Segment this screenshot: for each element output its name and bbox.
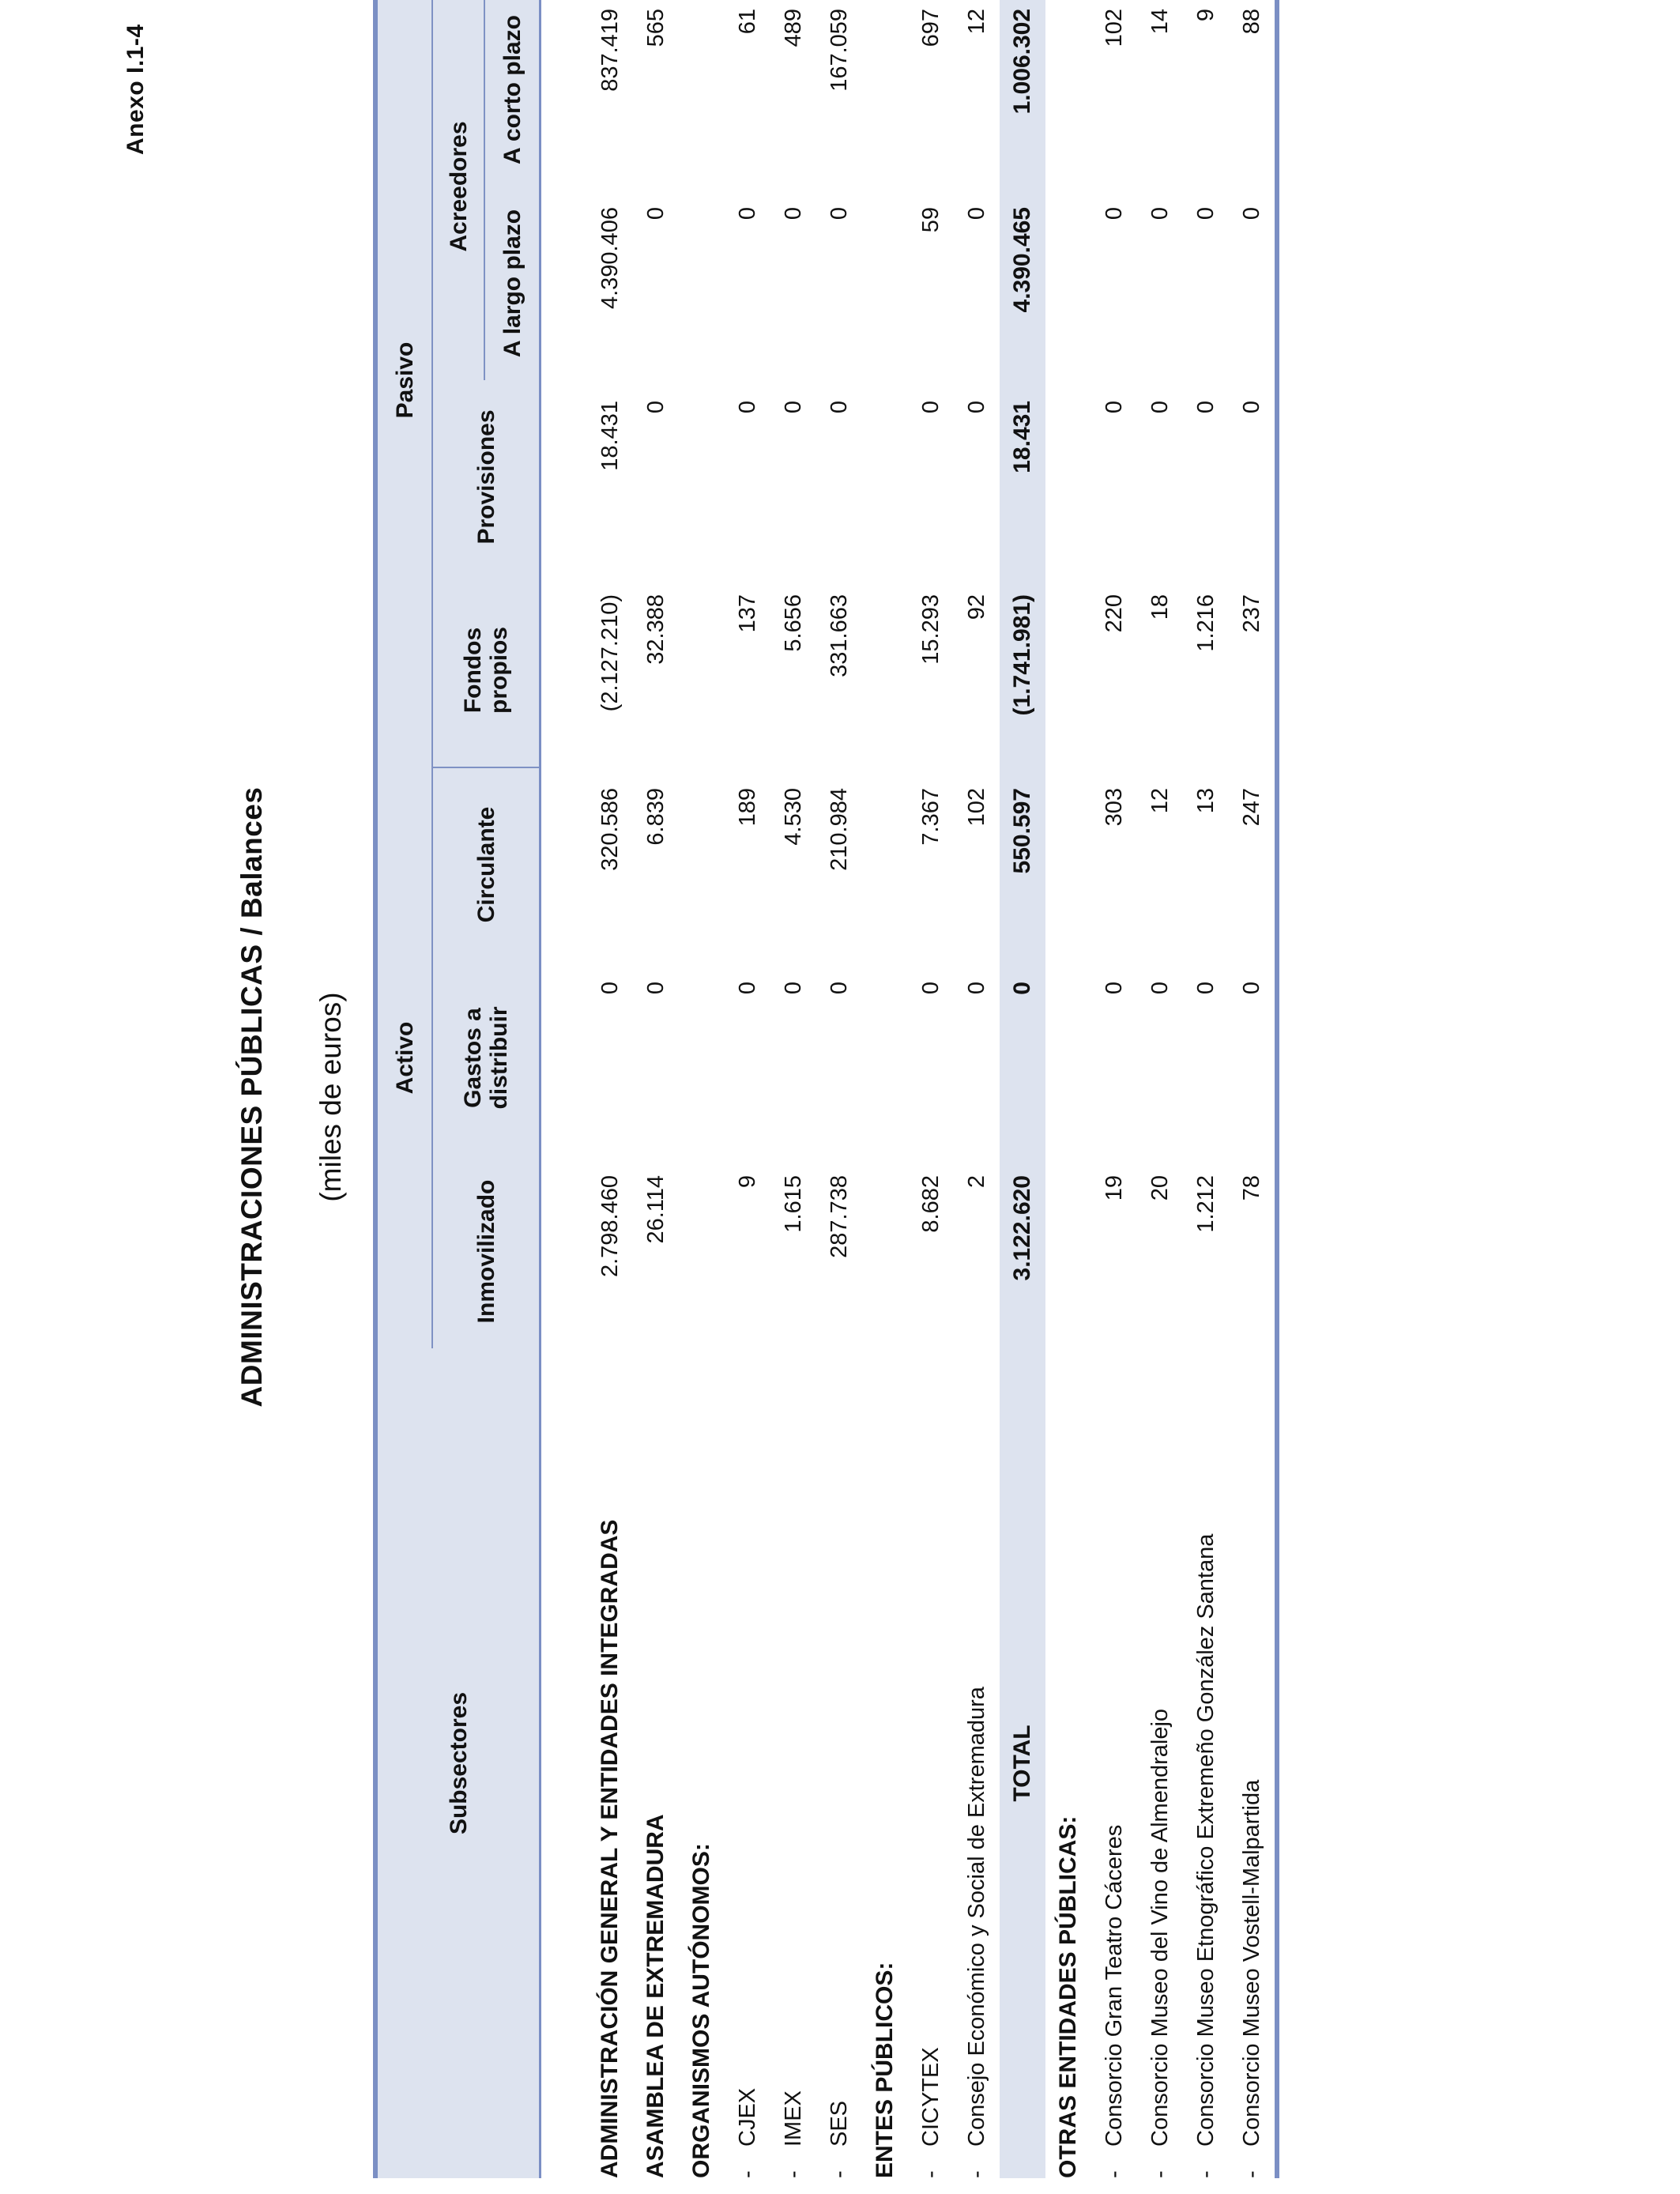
cell-value: 0	[734, 982, 760, 995]
cell-value: 5.656	[780, 594, 806, 652]
cell-value	[679, 0, 725, 187]
cell-value: 837.419	[597, 8, 623, 92]
table-row	[908, 0, 954, 2178]
cell-value: 1.006.302	[1000, 0, 1045, 187]
row-label	[679, 1348, 725, 2178]
cell-value: 0	[642, 401, 669, 414]
cell-value: 0	[963, 982, 989, 995]
cell-value: 0	[1229, 380, 1277, 574]
row-label	[862, 1348, 908, 2178]
cell-value: 32.388	[642, 594, 669, 665]
row-label-text: Consorcio Museo Etnográfico Extremeño González Santana	[1192, 1533, 1219, 2147]
cell-value: 4.390.406	[597, 207, 623, 310]
cell-value: 78	[1229, 1155, 1277, 1348]
cell-value: 9	[734, 1175, 760, 1189]
table-row	[954, 0, 1000, 2178]
cell-value: 9	[1192, 8, 1219, 22]
cell-value: 0	[734, 207, 760, 221]
page-subtitle: (miles de euros)	[315, 992, 347, 1202]
cell-value: 12	[963, 8, 989, 35]
cell-value: 15.293	[917, 594, 944, 665]
row-label-text: Consorcio Museo Vostell-Malpartida	[1238, 1779, 1264, 2147]
cell-value: 1.212	[1192, 1175, 1219, 1233]
row-label-text: Consejo Económico y Social de Extremadura	[963, 1687, 989, 2147]
cell-value: 14	[1147, 8, 1173, 35]
cell-value	[1045, 1155, 1091, 1348]
cell-value: 3.122.620	[1000, 1155, 1045, 1348]
cell-value: 489	[780, 8, 806, 47]
row-label-text: ENTES PÚBLICOS:	[872, 1962, 898, 2178]
cell-value: 303	[1101, 788, 1127, 827]
cell-value: 210.984	[826, 788, 852, 871]
table-row	[725, 0, 770, 2178]
row-label	[1091, 1348, 1137, 2178]
cell-value: 237	[1229, 574, 1277, 767]
cell-value: 0	[734, 401, 760, 414]
cell-value	[679, 767, 725, 961]
cell-value: 0	[1000, 961, 1045, 1155]
cell-value	[679, 961, 725, 1155]
cell-value: 0	[1147, 982, 1173, 995]
row-label-text: CICYTEX	[917, 2047, 944, 2147]
row-label-text: ADMINISTRACIÓN GENERAL Y ENTIDADES INTEGRADAS	[597, 1519, 623, 2178]
row-label	[1229, 1348, 1277, 2178]
cell-value	[679, 380, 725, 574]
balance-table	[373, 0, 1279, 2178]
cell-value: 0	[917, 982, 944, 995]
cell-value	[862, 961, 908, 1155]
cell-value: 0	[963, 207, 989, 221]
cell-value: 1.216	[1192, 594, 1219, 652]
cell-value: 0	[597, 982, 623, 995]
header-provisiones: Provisiones	[432, 380, 541, 574]
spacer-row	[541, 0, 588, 2178]
table-row	[1045, 0, 1091, 2178]
table-row	[862, 0, 908, 2178]
row-label-text: ASAMBLEA DE EXTREMADURA	[642, 1814, 669, 2178]
cell-value: 13	[1192, 788, 1219, 814]
row-label	[633, 1348, 679, 2178]
cell-value: 88	[1229, 0, 1277, 187]
cell-value: 0	[780, 207, 806, 221]
table-row	[1091, 0, 1137, 2178]
cell-value: 0	[1229, 187, 1277, 380]
cell-value	[862, 1155, 908, 1348]
header-largo-plazo: A largo plazo	[484, 187, 541, 380]
cell-value: 0	[1101, 982, 1127, 995]
cell-value: 0	[826, 401, 852, 414]
table-row	[770, 0, 816, 2178]
cell-value	[1045, 187, 1091, 380]
cell-value: 0	[1192, 982, 1219, 995]
row-label	[725, 1348, 770, 2178]
cell-value: 18.431	[597, 401, 623, 471]
row-dash: -	[734, 2170, 760, 2178]
cell-value: 1.615	[780, 1175, 806, 1233]
header-fondos-propios: Fondos propios	[432, 574, 541, 767]
cell-value: 565	[642, 8, 669, 47]
cell-value: 18	[1147, 594, 1173, 620]
cell-value: 8.682	[917, 1175, 944, 1233]
cell-value: 0	[1147, 401, 1173, 414]
row-label-text: Consorcio Museo del Vino de Almendralejo	[1147, 1708, 1173, 2147]
table-body	[541, 0, 1278, 2178]
cell-value: (1.741.981)	[1000, 574, 1045, 767]
cell-value: 0	[826, 207, 852, 221]
cell-value	[1045, 961, 1091, 1155]
cell-value	[1045, 767, 1091, 961]
row-label	[1045, 1348, 1091, 2178]
cell-value: 697	[917, 8, 944, 47]
cell-value: 18.431	[1000, 380, 1045, 574]
row-label-text: IMEX	[780, 2090, 806, 2147]
cell-value: 189	[734, 788, 760, 827]
cell-value: 4.530	[780, 788, 806, 846]
row-label	[816, 1348, 862, 2178]
cell-value: 7.367	[917, 788, 944, 846]
row-label	[1183, 1348, 1229, 2178]
cell-value: 102	[963, 788, 989, 827]
cell-value: 0	[917, 401, 944, 414]
cell-value: 137	[734, 594, 760, 633]
cell-value	[679, 187, 725, 380]
table-row	[587, 0, 633, 2178]
row-dash: -	[1192, 2170, 1219, 2178]
cell-value: 2.798.460	[597, 1175, 623, 1278]
row-dash: -	[826, 2170, 852, 2178]
row-dash: -	[1101, 2170, 1127, 2178]
cell-value: 4.390.465	[1000, 187, 1045, 380]
annex-label: Anexo I.1-4	[122, 24, 149, 155]
cell-value: 6.839	[642, 788, 669, 846]
cell-value: 59	[917, 207, 944, 233]
cell-value: (2.127.210)	[597, 594, 623, 712]
table-row	[816, 0, 862, 2178]
cell-value: 287.738	[826, 1175, 852, 1258]
cell-value: 0	[642, 207, 669, 221]
header-acreedores: Acreedores	[432, 0, 484, 380]
cell-value: 247	[1229, 767, 1277, 961]
cell-value	[862, 0, 908, 187]
cell-value: 102	[1101, 8, 1127, 47]
row-dash: -	[963, 2170, 989, 2178]
cell-value	[1045, 380, 1091, 574]
cell-value	[862, 574, 908, 767]
page-title: ADMINISTRACIONES PÚBLICAS / Balances	[235, 786, 268, 1408]
cell-value	[862, 187, 908, 380]
cell-value: 61	[734, 8, 760, 35]
table-row	[1183, 0, 1229, 2178]
row-label-text: CJEX	[734, 2087, 760, 2147]
cell-value: 0	[780, 982, 806, 995]
cell-value: 0	[1101, 401, 1127, 414]
row-label	[1000, 1348, 1045, 2178]
cell-value	[679, 1155, 725, 1348]
header-activo: Activo	[375, 767, 432, 1348]
cell-value: 0	[1192, 207, 1219, 221]
cell-value: 331.663	[826, 594, 852, 677]
row-dash: -	[917, 2170, 944, 2178]
row-label	[1137, 1348, 1183, 2178]
header-subsectores: Subsectores	[375, 1348, 541, 2178]
row-label	[908, 1348, 954, 2178]
cell-value: 0	[1192, 401, 1219, 414]
table-header	[375, 0, 541, 2178]
row-label	[954, 1348, 1000, 2178]
header-circulante: Circulante	[432, 767, 541, 961]
row-label-text: SES	[826, 2100, 852, 2147]
table-row	[633, 0, 679, 2178]
row-label-text: OTRAS ENTIDADES PÚBLICAS:	[1055, 1815, 1081, 2178]
row-label	[587, 1348, 633, 2178]
header-corto-plazo: A corto plazo	[484, 0, 541, 187]
cell-value: 0	[642, 982, 669, 995]
cell-value	[1045, 0, 1091, 187]
row-label-text: Consorcio Gran Teatro Cáceres	[1101, 1824, 1127, 2147]
cell-value: 0	[1229, 961, 1277, 1155]
cell-value: 20	[1147, 1175, 1173, 1201]
cell-value	[862, 767, 908, 961]
cell-value: 0	[826, 982, 852, 995]
table-row	[1137, 0, 1183, 2178]
cell-value: 26.114	[642, 1175, 669, 1244]
cell-value: 167.059	[826, 8, 852, 92]
cell-value: 0	[963, 401, 989, 414]
cell-value: 92	[963, 594, 989, 620]
row-label	[770, 1348, 816, 2178]
cell-value: 2	[963, 1175, 989, 1189]
cell-value	[679, 574, 725, 767]
row-label-text: TOTAL	[1009, 1725, 1035, 1802]
cell-value: 0	[780, 401, 806, 414]
cell-value: 0	[1147, 207, 1173, 221]
row-dash: -	[1238, 2170, 1264, 2178]
header-inmovilizado: Inmovilizado	[432, 1155, 541, 1348]
table-row	[1229, 0, 1277, 2178]
cell-value	[862, 380, 908, 574]
cell-value: 19	[1101, 1175, 1127, 1201]
row-label-text: ORGANISMOS AUTÓNOMOS:	[688, 1843, 714, 2178]
cell-value: 220	[1101, 594, 1127, 633]
cell-value: 12	[1147, 788, 1173, 814]
cell-value: 550.597	[1000, 767, 1045, 961]
row-dash: -	[780, 2170, 806, 2178]
row-dash: -	[1147, 2170, 1173, 2178]
header-pasivo: Pasivo	[375, 0, 432, 767]
header-gastos-distribuir: Gastos a distribuir	[432, 961, 541, 1155]
table-row	[1000, 0, 1045, 2178]
cell-value: 0	[1101, 207, 1127, 221]
table-row	[679, 0, 725, 2178]
cell-value: 320.586	[597, 788, 623, 871]
cell-value	[1045, 574, 1091, 767]
